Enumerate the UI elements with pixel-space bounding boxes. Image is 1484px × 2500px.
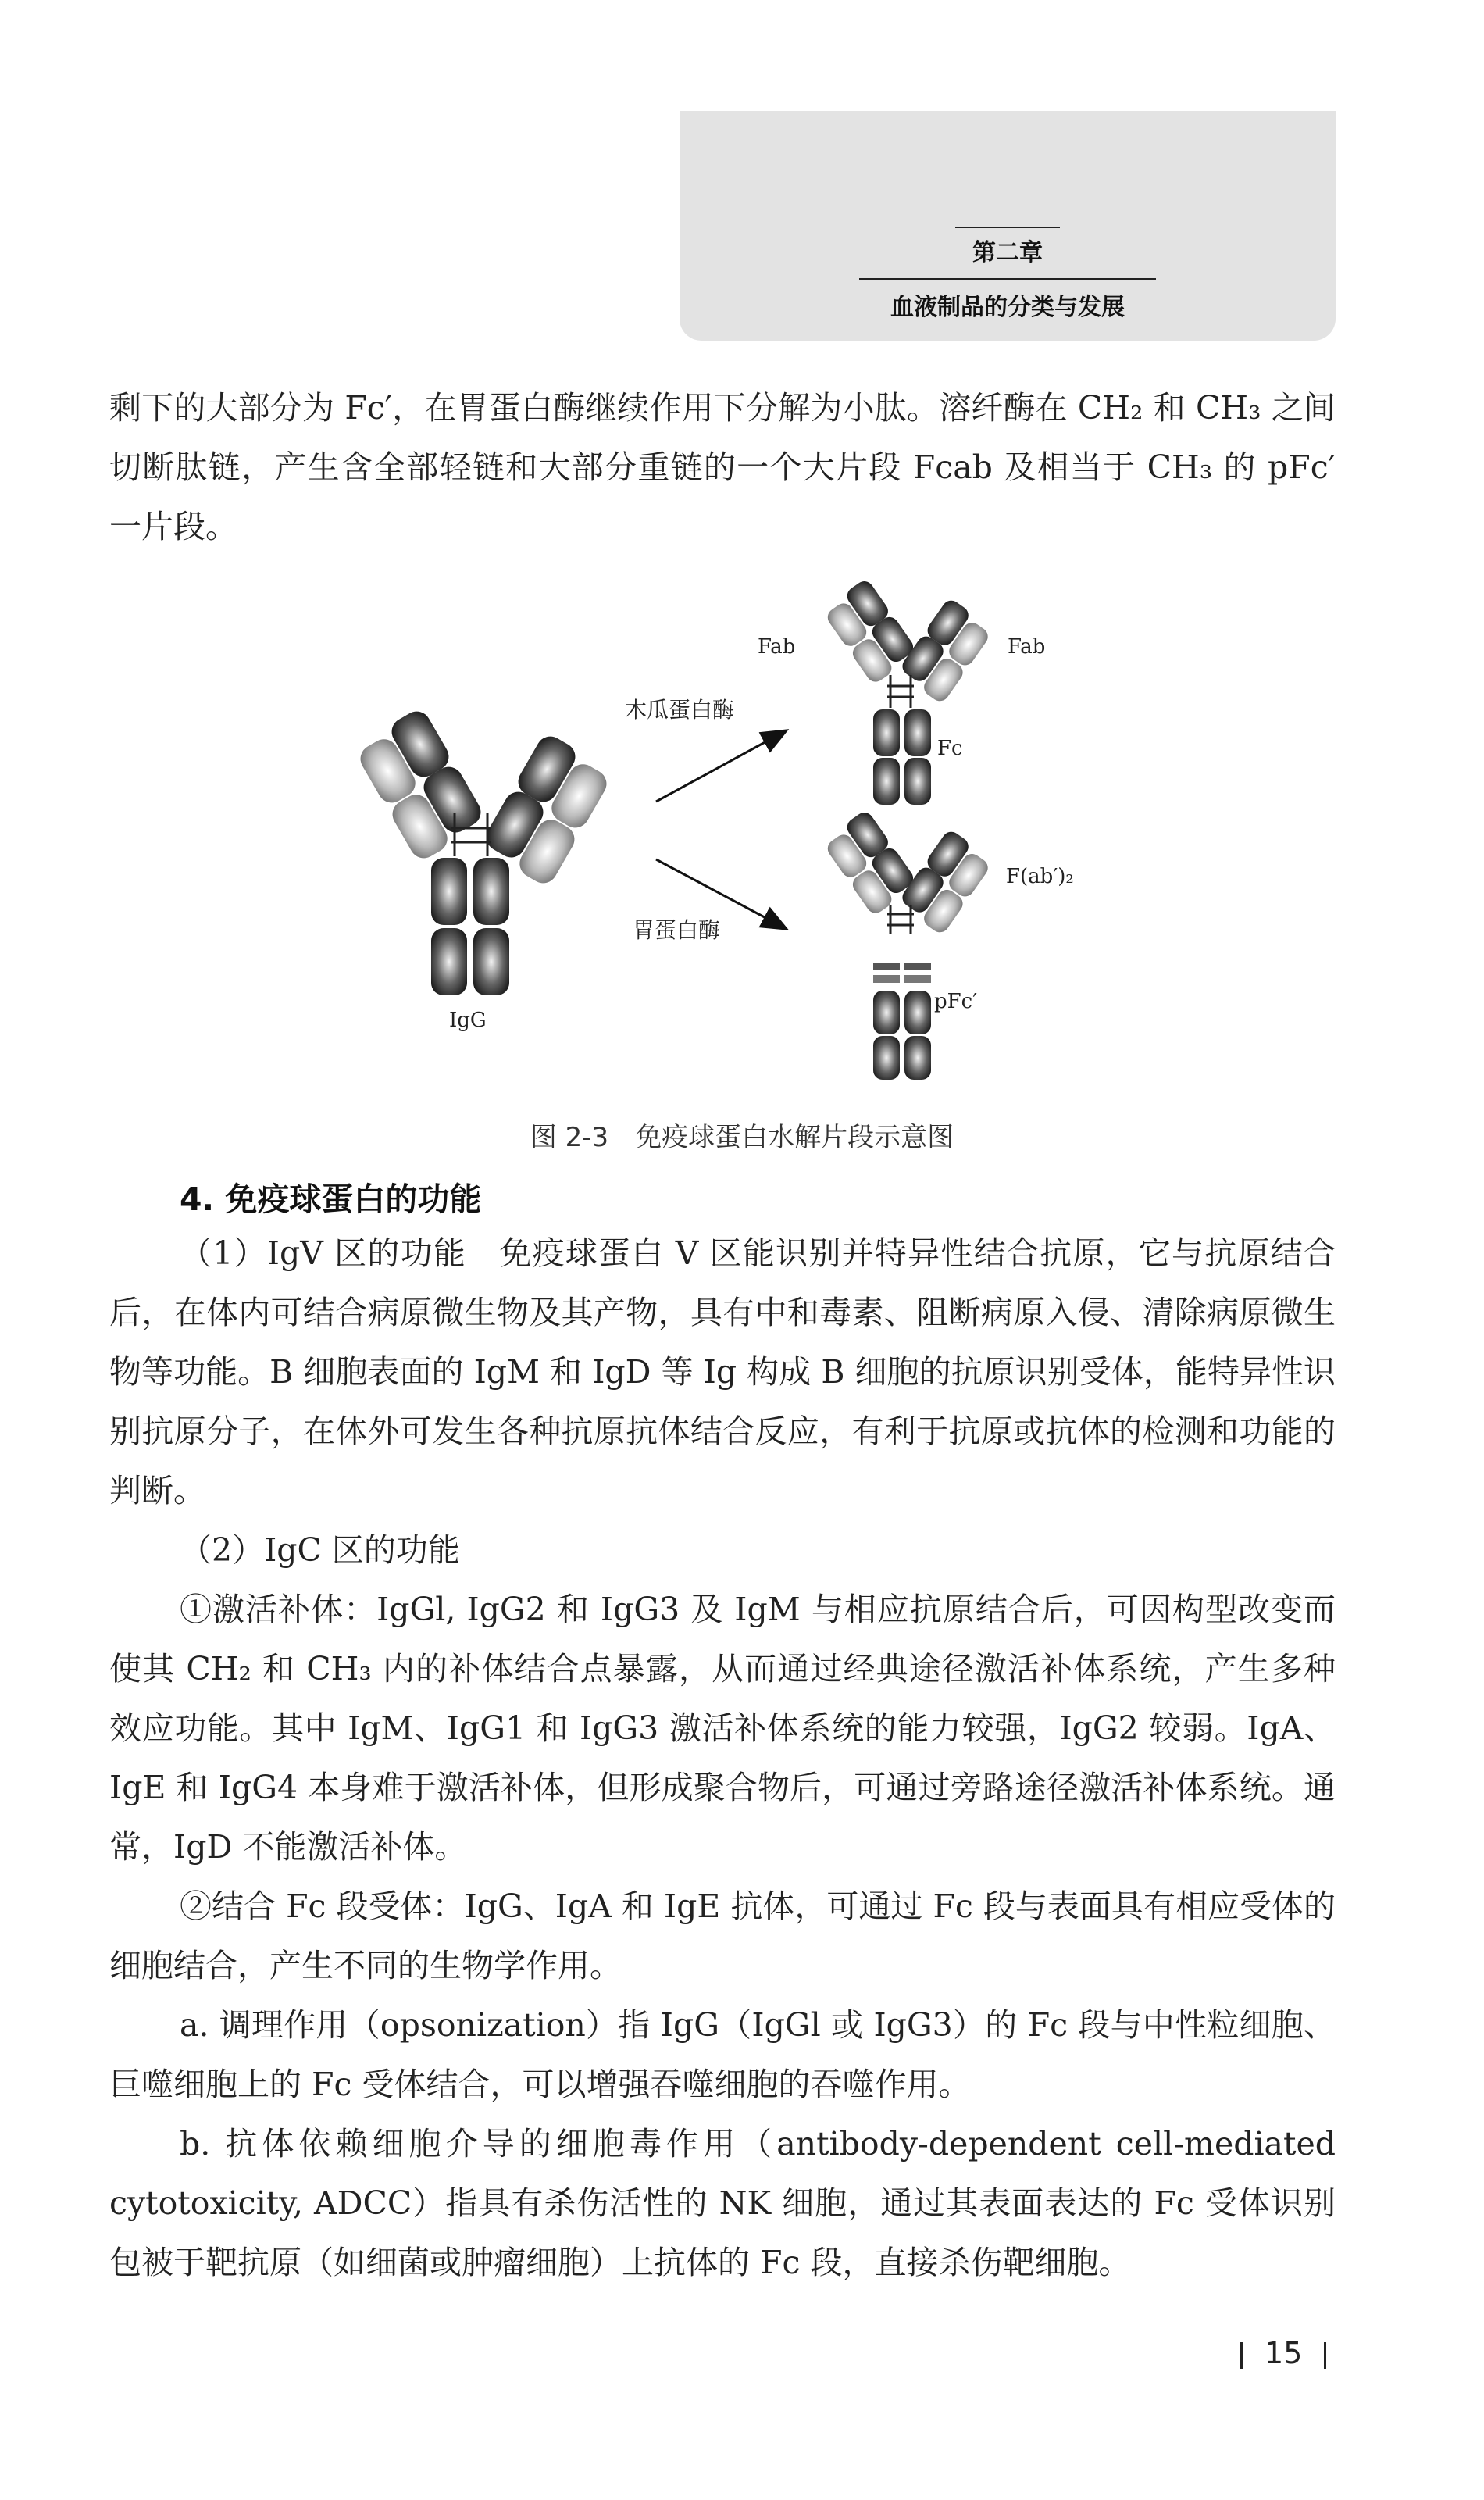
chapter-header xyxy=(680,111,1336,341)
page-number-bar-right xyxy=(1324,2342,1326,2369)
intro-paragraph: 剩下的大部分为 Fc′，在胃蛋白酶继续作用下分解为小肽。溶纤酶在 CH₂ 和 CH₃ 之间切断肽链，产生含全部轻链和大部分重链的一个大片段 Fcab 及相当于 CH₃ 的 pFc′ 一片段。 xyxy=(109,389,1336,545)
paragraph-adcc: b. 抗体依赖细胞介导的细胞毒作用（antibody-dependent cell-mediated cytotoxicity, ADCC）指具有杀伤活性的 NK 细胞，通过其表面表达的 Fc 受体识别包被于靶抗原（如细菌或肿瘤细胞）上抗体的 Fc 段，直接杀伤靶细胞。 xyxy=(109,2125,1336,2281)
pfc-label: pFc′ xyxy=(934,990,978,1013)
igg-left-arm xyxy=(351,706,489,863)
igg-molecule xyxy=(351,706,615,995)
page-number-value: 15 xyxy=(1265,2336,1303,2370)
fab-right-label: Fab xyxy=(1008,635,1046,659)
papain-label: 木瓜蛋白酶 xyxy=(625,697,735,723)
page-number-bar-left xyxy=(1240,2342,1243,2369)
pepsin-label: 胃蛋白酶 xyxy=(633,917,721,943)
paragraph-igc-title: （2）IgC 区的功能 xyxy=(180,1531,460,1569)
fc-label: Fc xyxy=(937,737,963,760)
paragraph-fc-receptor: ②结合 Fc 段受体：IgG、IgA 和 IgE 抗体，可通过 Fc 段与表面具有相应受体的细胞结合，产生不同的生物学作用。 xyxy=(109,1888,1336,1984)
paragraph-opsonization: a. 调理作用（opsonization）指 IgG（IgGl 或 IgG3）的 Fc 段与中性粒细胞、巨噬细胞上的 Fc 受体结合，可以增强吞噬细胞的吞噬作用。 xyxy=(109,2006,1336,2103)
figure-caption: 图 2-3 免疫球蛋白水解片段示意图 xyxy=(530,1122,954,1153)
figure-hydrolysis xyxy=(312,578,1172,1109)
fab2-label: F(ab′)₂ xyxy=(1006,865,1074,888)
papain-arrow xyxy=(656,731,785,802)
igg-label: IgG xyxy=(449,1009,487,1032)
pepsin-products xyxy=(821,809,995,1080)
header-divider xyxy=(859,278,1156,280)
chapter-title: 第二章 xyxy=(955,227,1060,273)
antibody-diagram xyxy=(312,578,1172,1109)
chapter-subtitle: 血液制品的分类与发展 xyxy=(890,294,1125,321)
fab-left-label: Fab xyxy=(758,635,796,659)
page-number xyxy=(1218,2336,1348,2370)
paragraph-complement: ①激活补体：IgGl, IgG2 和 IgG3 及 IgM 与相应抗原结合后，可因构型改变而使其 CH₂ 和 CH₃ 内的补体结合点暴露，从而通过经典途径激活补体系统，产生多种效应功能。其中 IgM、IgG1 和 IgG3 激活补体系统的能力较强，IgG2 较弱。IgA、IgE 和 IgG4 本身难于激活补体，但形成聚合物后，可通过旁路途径激活补体系统。通常，IgD 不能激活补体。 xyxy=(109,1591,1336,1866)
paragraph-igv: （1）IgV 区的功能 免疫球蛋白 V 区能识别并特异性结合抗原，它与抗原结合后，在体内可结合病原微生物及其产物，具有中和毒素、阻断病原入侵、清除病原微生物等功能。B 细胞表面的 IgM 和 IgD 等 Ig 构成 B 细胞的抗原识别受体，能特异性识别抗原分子，在体外可发生各种抗原抗体结合反应，有利于抗原或抗体的检测和功能的判断。 xyxy=(109,1234,1336,1509)
section-heading: 4. 免疫球蛋白的功能 xyxy=(180,1180,482,1218)
papain-products xyxy=(821,578,995,805)
